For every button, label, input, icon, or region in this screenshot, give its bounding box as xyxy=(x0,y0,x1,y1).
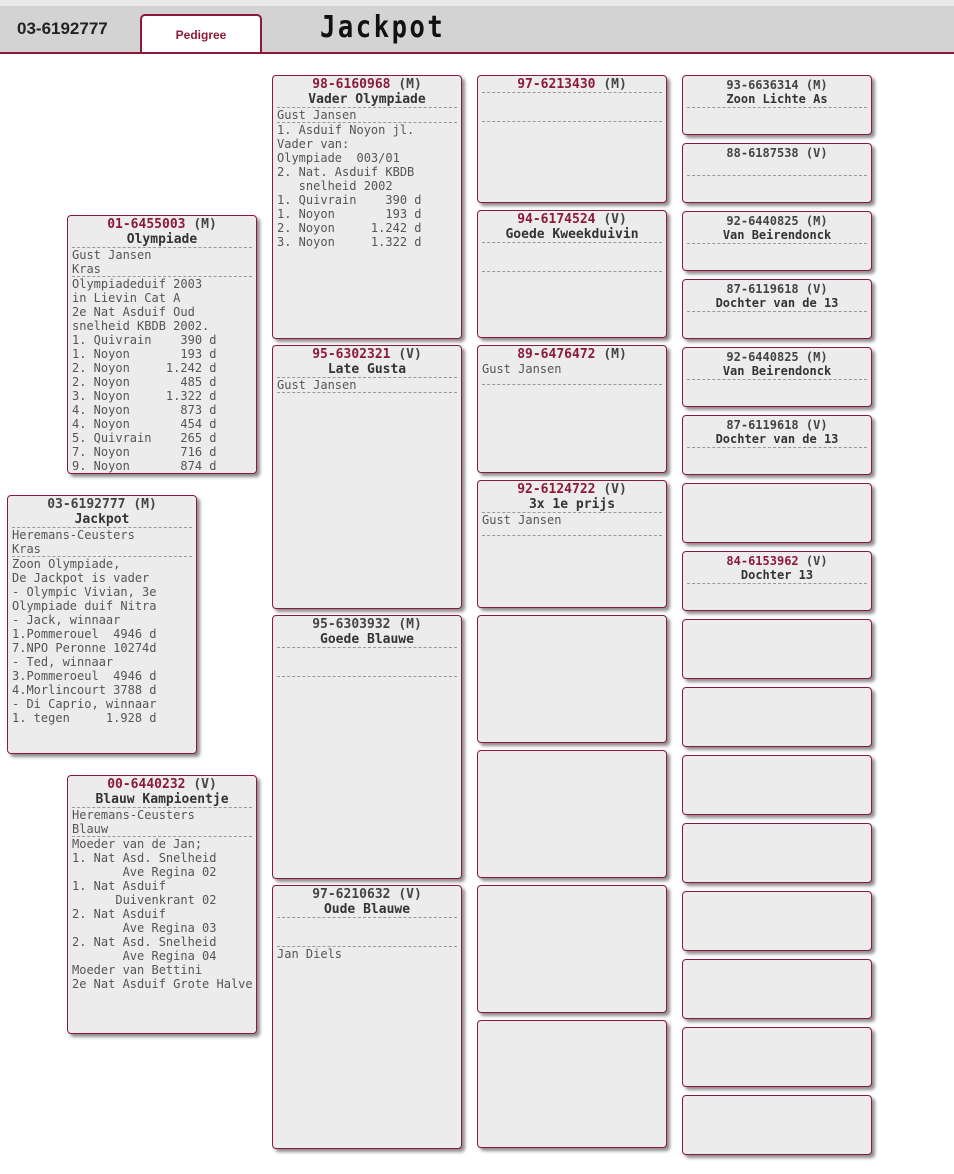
sex-label: (M) xyxy=(603,347,627,362)
ring-number: 89-6476472 xyxy=(517,347,596,362)
pigeon-card-empty[interactable] xyxy=(682,1095,872,1155)
sex-label: (V) xyxy=(805,146,828,160)
ring-number: 87-6119618 xyxy=(726,282,799,296)
breeder-info xyxy=(482,92,662,121)
ring-number: 92-6124722 xyxy=(517,482,596,497)
pigeon-card-empty[interactable] xyxy=(477,615,667,743)
breeder-info: Gust Jansen xyxy=(482,362,562,376)
pigeon-card-mm[interactable] xyxy=(272,885,462,1149)
breeder-info xyxy=(687,583,867,604)
pigeon-name xyxy=(687,160,867,175)
breeder-info: Gust Jansen xyxy=(277,107,457,122)
breeder-info: Heremans-Ceusters Kras xyxy=(12,527,192,556)
pigeon-card-main[interactable] xyxy=(7,495,197,754)
pigeon-name: Vader Olympiade xyxy=(308,92,426,107)
card-header xyxy=(482,213,662,227)
ring-number: 88-6187538 xyxy=(726,146,799,160)
pigeon-name: Van Beirendonck xyxy=(722,228,832,242)
ring-number: 00-6440232 xyxy=(107,777,186,792)
ring-number: 95-6302321 xyxy=(312,347,391,362)
pigeon-name: Blauw Kampioentje xyxy=(95,792,229,807)
card-header xyxy=(72,218,252,232)
pigeon-name: Oude Blauwe xyxy=(323,902,411,917)
sex-label: (V) xyxy=(805,418,828,432)
card-header xyxy=(72,778,252,792)
card-header xyxy=(687,214,867,228)
pigeon-name: Zoon Lichte As xyxy=(726,92,828,106)
pigeon-card-g3[interactable] xyxy=(682,211,872,271)
sex-label: (V) xyxy=(805,554,828,568)
notes: Jan Diels xyxy=(277,946,457,961)
card-header xyxy=(277,348,457,362)
sex-label: (M) xyxy=(805,78,828,92)
card-header xyxy=(482,348,662,362)
card-header xyxy=(277,888,457,902)
notes: Olympiadeduif 2003 in Lievin Cat A 2e Nat Asduif Oud snelheid KBDB 2002. 1. Quivrain 390 d 1. Noyon 193 d 2. Noyon 1.242 d 2. Noyon 485 d 3. Noyon 1.322 d 4. Noyon 873 d 4. Noyon 454 d 5. Quivrain 265 d 7. Noyon 716 d 9. Noyon 874 d xyxy=(72,276,252,473)
pigeon-card-empty[interactable] xyxy=(682,619,872,679)
pigeon-card-g2[interactable] xyxy=(682,143,872,203)
breeder-info xyxy=(687,311,867,332)
notes xyxy=(277,392,457,407)
pigeon-name: Late Gusta xyxy=(327,362,407,377)
page-title: Jackpot xyxy=(320,10,446,45)
pigeon-name: 3x 1e prijs xyxy=(528,497,616,512)
breeder-info: Heremans-Ceusters Blauw xyxy=(72,807,252,836)
pigeon-card-ffm[interactable] xyxy=(477,210,667,338)
breeder-info xyxy=(277,917,457,946)
pigeon-card-empty[interactable] xyxy=(477,885,667,1013)
pigeon-card-g4[interactable] xyxy=(682,279,872,339)
sex-label: (M) xyxy=(398,617,422,632)
breeder-info: Gust Jansen Kras xyxy=(72,247,252,276)
pigeon-card-empty[interactable] xyxy=(682,959,872,1019)
card-header xyxy=(687,78,867,92)
pigeon-card-ff[interactable] xyxy=(272,75,462,339)
card-header xyxy=(482,78,662,92)
sex-label: (M) xyxy=(805,214,828,228)
pigeon-card-g5[interactable] xyxy=(682,347,872,407)
pigeon-card-fmm[interactable] xyxy=(477,480,667,608)
header-bar xyxy=(0,0,954,54)
pigeon-card-mf[interactable] xyxy=(272,615,462,879)
pigeon-card-fmf[interactable] xyxy=(477,345,667,473)
ring-number: 84-6153962 xyxy=(726,554,799,568)
breeder-info: Gust Jansen xyxy=(482,512,662,535)
ring-number: 92-6440825 xyxy=(726,350,799,364)
sex-label: (M) xyxy=(193,217,217,232)
sex-label: (M) xyxy=(603,77,627,92)
ring-number: 95-6303932 xyxy=(312,617,391,632)
breeder-info xyxy=(687,107,867,128)
card-header xyxy=(277,78,457,92)
pigeon-name: Goede Kweekduivin xyxy=(505,227,639,242)
pigeon-name: Goede Blauwe xyxy=(320,632,414,647)
sex-label: (V) xyxy=(603,482,627,497)
pigeon-card-empty[interactable] xyxy=(682,891,872,951)
card-header xyxy=(687,554,867,568)
breeder-info xyxy=(687,379,867,400)
ring-number: 87-6119618 xyxy=(726,418,799,432)
pigeon-card-fff[interactable] xyxy=(477,75,667,203)
pigeon-name: Van Beirendonck xyxy=(722,364,832,378)
ring-number: 01-6455003 xyxy=(107,217,186,232)
card-header xyxy=(482,483,662,497)
window-edge xyxy=(0,0,954,6)
ring-number: 93-6636314 xyxy=(726,78,799,92)
sex-label: (V) xyxy=(805,282,828,296)
pigeon-card-empty[interactable] xyxy=(682,483,872,543)
card-header xyxy=(277,618,457,632)
notes xyxy=(482,121,662,136)
pigeon-name: Dochter 13 xyxy=(740,568,814,582)
pigeon-card-g1[interactable] xyxy=(682,75,872,135)
notes: Zoon Olympiade, De Jackpot is vader - Olympic Vivian, 3e Olympiade duif Nitra - Jack, winnaar 1.Pommerouel 4946 d 7.NPO Peronne 10274d - Ted, winnaar 3.Pommeroeul 4946 d 4.Morlincourt 3788 d - Di Caprio, winnaar 1. tegen 1.928 d xyxy=(12,556,192,725)
pigeon-card-fm[interactable] xyxy=(272,345,462,609)
pigeon-card-empty[interactable] xyxy=(682,1027,872,1087)
notes: 1. Asduif Noyon jl. Vader van: Olympiade 003/01 2. Nat. Asduif KBDB snelheid 2002 1. Quivrain 390 d 1. Noyon 193 d 2. Noyon 1.242 d 3. Noyon 1.322 d xyxy=(277,122,457,249)
card-header xyxy=(687,282,867,296)
pigeon-name: Dochter van de 13 xyxy=(715,296,839,310)
ring-number: 94-6174524 xyxy=(517,212,596,227)
breeder-info: Gust Jansen xyxy=(277,377,457,392)
ring-number: 92-6440825 xyxy=(726,214,799,228)
notes: Moeder van de Jan; 1. Nat Asd. Snelheid Ave Regina 02 1. Nat Asduif Duivenkrant 02 2. Nat Asduif Ave Regina 03 2. Nat Asd. Snelheid Ave Regina 04 Moeder van Bettini 2e Nat Asduif Grote Halve xyxy=(72,837,253,991)
pigeon-name: Jackpot xyxy=(74,512,130,527)
notes xyxy=(482,384,662,399)
pigeon-card-g8[interactable] xyxy=(682,551,872,611)
card-header xyxy=(687,350,867,364)
ring-number: 97-6210632 xyxy=(312,887,391,902)
notes xyxy=(482,271,662,286)
pigeon-card-empty[interactable] xyxy=(682,687,872,747)
notes xyxy=(482,535,662,550)
breeder-info xyxy=(687,447,867,468)
breeder-info xyxy=(687,175,867,196)
card-header xyxy=(12,498,192,512)
pigeon-name: Olympiade xyxy=(126,232,198,247)
pigeon-id: 03-6192777 xyxy=(17,19,108,38)
pigeon-card-empty[interactable] xyxy=(477,750,667,878)
ring-number: 98-6160968 xyxy=(312,77,391,92)
tab-pedigree[interactable]: Pedigree xyxy=(140,14,262,52)
ring-number: 97-6213430 xyxy=(517,77,596,92)
sex-label: (M) xyxy=(398,77,422,92)
notes xyxy=(277,676,457,691)
sex-label: (V) xyxy=(193,777,217,792)
sex-label: (V) xyxy=(398,347,422,362)
ring-number: 03-6192777 xyxy=(47,497,126,512)
card-header xyxy=(687,146,867,160)
pigeon-card-mother[interactable] xyxy=(67,775,257,1034)
breeder-info xyxy=(482,242,662,271)
card-header xyxy=(687,418,867,432)
pigeon-card-empty[interactable] xyxy=(682,823,872,883)
breeder-info xyxy=(277,647,457,676)
pigeon-card-father[interactable] xyxy=(67,215,257,474)
pigeon-card-empty[interactable] xyxy=(477,1020,667,1148)
sex-label: (V) xyxy=(603,212,627,227)
breeder-info xyxy=(687,243,867,264)
sex-label: (V) xyxy=(398,887,422,902)
sex-label: (M) xyxy=(805,350,828,364)
pigeon-card-empty[interactable] xyxy=(682,755,872,815)
pigeon-name: Dochter van de 13 xyxy=(715,432,839,446)
sex-label: (M) xyxy=(133,497,157,512)
pigeon-card-g6[interactable] xyxy=(682,415,872,475)
